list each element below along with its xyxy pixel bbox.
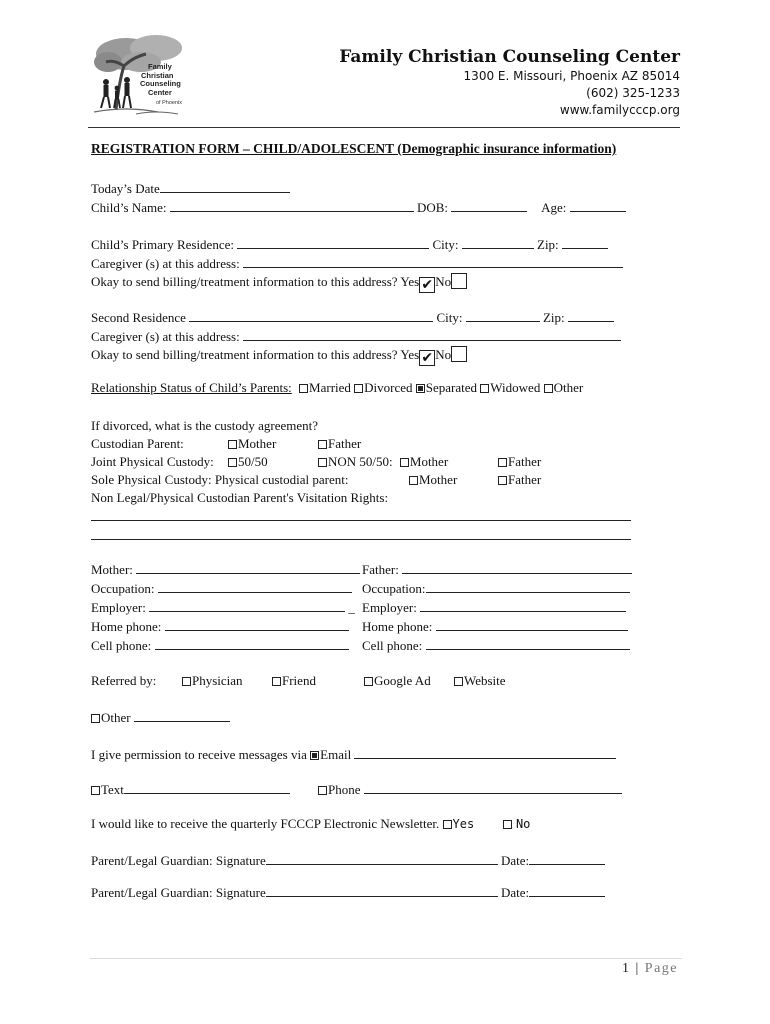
referred-physician-label: Physician [192, 673, 243, 688]
primary-zip-label: Zip: [537, 237, 559, 252]
form-title: REGISTRATION FORM – CHILD/ADOLESCENT (Demographic insurance information) [91, 141, 617, 156]
mother-occupation-row [91, 580, 352, 597]
second-yes-label: Yes [400, 347, 420, 362]
custodian-mother-checkbox[interactable] [228, 440, 237, 449]
father-row [362, 561, 632, 578]
todays-date-field[interactable] [160, 180, 290, 193]
childs-name-field[interactable] [170, 199, 414, 212]
signature-field-1[interactable] [266, 852, 498, 865]
referred-physician-checkbox[interactable] [182, 677, 191, 686]
joint-mother-checkbox[interactable] [400, 458, 409, 467]
signature-label: Parent/Legal Guardian: Signature [91, 853, 266, 868]
mother-occupation-label: Occupation: [91, 581, 155, 596]
father-cell-phone-field[interactable] [426, 637, 630, 650]
second-zip-field[interactable] [568, 309, 614, 322]
visitation-label: Non Legal/Physical Custodian Parent's Visitation Rights: [91, 490, 389, 505]
permission-phone-label: Phone [328, 782, 361, 797]
second-caregiver-row [91, 328, 621, 345]
referred-label: Referred by: [91, 673, 157, 688]
referred-other-label: Other [101, 710, 131, 725]
visitation-line-2[interactable] [91, 539, 631, 540]
mother-occupation-field[interactable] [158, 580, 352, 593]
primary-caregiver-label: Caregiver (s) at this address: [91, 256, 240, 271]
mother-home-phone-row [91, 618, 349, 635]
mother-field[interactable] [136, 561, 360, 574]
newsletter-no-label: No [515, 817, 531, 831]
relationship-separated-checkbox[interactable] [416, 384, 425, 393]
referred-friend-checkbox[interactable] [272, 677, 281, 686]
newsletter-no-checkbox[interactable] [503, 820, 512, 829]
relationship-other-checkbox[interactable] [544, 384, 553, 393]
primary-no-label: No [435, 274, 452, 289]
primary-residence-label: Child’s Primary Residence: [91, 237, 234, 252]
second-no-checkbox[interactable] [451, 346, 467, 362]
page-number: 1 [621, 961, 631, 976]
second-no-label: No [435, 347, 452, 362]
father-employer-row [362, 599, 626, 616]
mother-cell-phone-row [91, 637, 349, 654]
custodian-mother-label: Mother [238, 436, 277, 451]
org-name: Family Christian Counseling Center [339, 47, 680, 67]
primary-okay-label: Okay to send billing/treatment information to this address? [91, 274, 398, 289]
logo-text [140, 63, 181, 97]
sole-physical-row [91, 472, 348, 488]
signature-date-field-1[interactable] [529, 852, 605, 865]
referred-google-label: Google Ad [374, 673, 431, 688]
logo-text-line: Christian [141, 70, 174, 80]
logo-text-line: Counseling [140, 79, 181, 88]
primary-city-field[interactable] [462, 236, 534, 249]
mother-home-phone-field[interactable] [165, 618, 349, 631]
joint-fifty-option [228, 454, 268, 470]
signature-row-1 [91, 852, 605, 869]
physical-custodial-parent-label: Physical custodial parent: [214, 472, 349, 487]
newsletter-row [91, 816, 530, 832]
newsletter-yes-label: Yes [452, 817, 475, 831]
referred-physician-option [182, 673, 243, 689]
custodian-mother-option [228, 436, 276, 452]
father-field[interactable] [402, 561, 632, 574]
mother-employer-field[interactable] [149, 599, 345, 612]
second-yes-checkbox[interactable] [419, 350, 435, 366]
father-employer-field[interactable] [420, 599, 626, 612]
custodian-parent-label: Custodian Parent: [91, 436, 184, 451]
father-occupation-label: Occupation: [362, 581, 426, 596]
referred-friend-label: Friend [282, 673, 316, 688]
org-website[interactable]: www.familycccp.org [559, 103, 680, 117]
childs-name-label: Child’s Name: [91, 200, 167, 215]
custodian-father-option [318, 436, 361, 452]
permission-text-option [91, 781, 290, 798]
relationship-married-checkbox[interactable] [299, 384, 308, 393]
permission-text-label: Text [101, 782, 124, 797]
primary-zip-field[interactable] [562, 236, 608, 249]
age-label: Age: [541, 200, 567, 215]
page-word: Page [644, 961, 678, 976]
father-cell-phone-row [362, 637, 630, 654]
second-residence-field[interactable] [189, 309, 433, 322]
sole-father-option [498, 472, 541, 488]
logo-text-line: Family [148, 62, 172, 71]
joint-physical-label: Joint Physical Custody: [91, 454, 214, 469]
primary-yes-checkbox[interactable] [419, 277, 435, 293]
father-employer-label: Employer: [362, 600, 417, 615]
org-header [339, 46, 680, 119]
logo-subtext: of Phoenix [156, 100, 182, 106]
referred-google-checkbox[interactable] [364, 677, 373, 686]
primary-residence-row [91, 236, 608, 253]
joint-father-option [498, 454, 541, 470]
permission-label: I give permission to receive messages via [91, 747, 307, 762]
page-separator: | [635, 961, 640, 976]
mother-employer-row [91, 599, 355, 616]
father-cell-phone-label: Cell phone: [362, 638, 423, 653]
referred-other-field[interactable] [134, 709, 230, 722]
father-occupation-row [362, 580, 630, 597]
sole-father-label: Father [508, 472, 542, 487]
permission-phone-option [318, 781, 622, 798]
joint-father-label: Father [508, 454, 542, 469]
header-divider [88, 127, 680, 128]
second-residence-row [91, 309, 614, 326]
primary-caregiver-row [91, 255, 623, 272]
referred-other-checkbox[interactable] [91, 714, 100, 723]
father-home-phone-field[interactable] [436, 618, 628, 631]
footer-divider [90, 958, 682, 959]
mother-cell-phone-field[interactable] [155, 637, 349, 650]
second-caregiver-field[interactable] [243, 328, 621, 341]
todays-date-row [91, 180, 290, 197]
visitation-line-1[interactable] [91, 520, 631, 521]
mother-home-phone-label: Home phone: [91, 619, 162, 634]
second-city-label: City: [436, 310, 463, 325]
relationship-label: Relationship Status of Child’s Parents: [91, 380, 292, 395]
mother-cell-phone-label: Cell phone: [91, 638, 152, 653]
father-home-phone-label: Home phone: [362, 619, 433, 634]
second-residence-label: Second Residence [91, 310, 186, 325]
dob-field[interactable] [451, 199, 527, 212]
org-address: 1300 E. Missouri, Phoenix AZ 85014 [463, 69, 680, 83]
referred-website-checkbox[interactable] [454, 677, 463, 686]
signature-date-label: Date: [500, 885, 530, 900]
newsletter-label: I would like to receive the quarterly FCCCP Electronic Newsletter. [91, 816, 440, 831]
custody-question: If divorced, what is the custody agreement? [91, 418, 319, 433]
mother-row [91, 561, 360, 578]
childs-name-row [91, 199, 626, 216]
signature-date-label: Date: [500, 853, 530, 868]
relationship-divorced-checkbox[interactable] [354, 384, 363, 393]
permission-email-checkbox[interactable] [310, 751, 319, 760]
primary-city-label: City: [432, 237, 459, 252]
employer-separator: _ [348, 600, 355, 615]
primary-okay-row [91, 273, 467, 293]
relationship-option: Other [553, 380, 584, 395]
primary-yes-label: Yes [400, 274, 420, 289]
father-home-phone-row [362, 618, 628, 635]
primary-caregiver-field[interactable] [243, 255, 623, 268]
mother-employer-label: Employer: [91, 600, 146, 615]
todays-date-label: Today’s Date [91, 181, 160, 196]
sole-mother-checkbox[interactable] [409, 476, 418, 485]
referred-friend-option [272, 673, 316, 689]
permission-email-label: Email [320, 747, 352, 762]
primary-no-checkbox[interactable] [451, 273, 467, 289]
custodian-father-checkbox[interactable] [318, 440, 327, 449]
permission-phone-field[interactable] [364, 781, 622, 794]
mother-label: Mother: [91, 562, 133, 577]
referred-google-option [364, 673, 431, 689]
joint-mother-label: Mother [409, 454, 449, 469]
sole-mother-label: Mother [419, 472, 458, 487]
second-caregiver-label: Caregiver (s) at this address: [91, 329, 240, 344]
sole-mother-option [409, 472, 457, 488]
relationship-option: Married [309, 380, 351, 395]
referred-website-option [454, 673, 506, 689]
relationship-row [91, 380, 583, 396]
second-okay-label: Okay to send billing/treatment information to this address? [91, 347, 398, 362]
signature-row-2 [91, 884, 605, 901]
joint-non-fifty-label: NON 50/50: [328, 454, 393, 469]
newsletter-yes-checkbox[interactable] [443, 820, 452, 829]
page-footer [622, 961, 678, 977]
referred-website-label: Website [464, 673, 506, 688]
signature-field-2[interactable] [266, 884, 498, 897]
relationship-option: Widowed [490, 380, 541, 395]
father-occupation-field[interactable] [426, 580, 630, 593]
joint-fifty-label: 50/50 [238, 454, 268, 469]
org-phone: (602) 325-1233 [586, 86, 680, 100]
joint-father-checkbox[interactable] [498, 458, 507, 467]
relationship-widowed-checkbox[interactable] [480, 384, 489, 393]
logo-text-line: Center [148, 87, 172, 97]
signature-date-field-2[interactable] [529, 884, 605, 897]
joint-fifty-checkbox[interactable] [228, 458, 237, 467]
second-okay-row [91, 346, 467, 366]
permission-text-checkbox[interactable] [91, 786, 100, 795]
permission-phone-checkbox[interactable] [318, 786, 327, 795]
check-icon: ✔ [421, 277, 434, 293]
joint-non-fifty-checkbox[interactable] [318, 458, 327, 467]
relationship-option: Separated [425, 380, 478, 395]
signature-label: Parent/Legal Guardian: Signature [91, 885, 266, 900]
sole-father-checkbox[interactable] [498, 476, 507, 485]
check-icon: ✔ [421, 350, 434, 366]
relationship-option: Divorced [364, 380, 413, 395]
custodian-father-label: Father [328, 436, 362, 451]
permission-text-field[interactable] [124, 781, 290, 794]
sole-physical-label: Sole Physical Custody: [91, 472, 212, 487]
second-city-field[interactable] [466, 309, 540, 322]
father-label: Father: [362, 562, 399, 577]
dob-label: DOB: [416, 200, 449, 215]
joint-non-fifty-option [318, 454, 448, 470]
permission-email-field[interactable] [354, 746, 616, 759]
referred-other-row [91, 709, 230, 726]
primary-residence-field[interactable] [237, 236, 429, 249]
age-field[interactable] [570, 199, 626, 212]
second-zip-label: Zip: [542, 310, 565, 325]
permission-row [91, 746, 616, 763]
